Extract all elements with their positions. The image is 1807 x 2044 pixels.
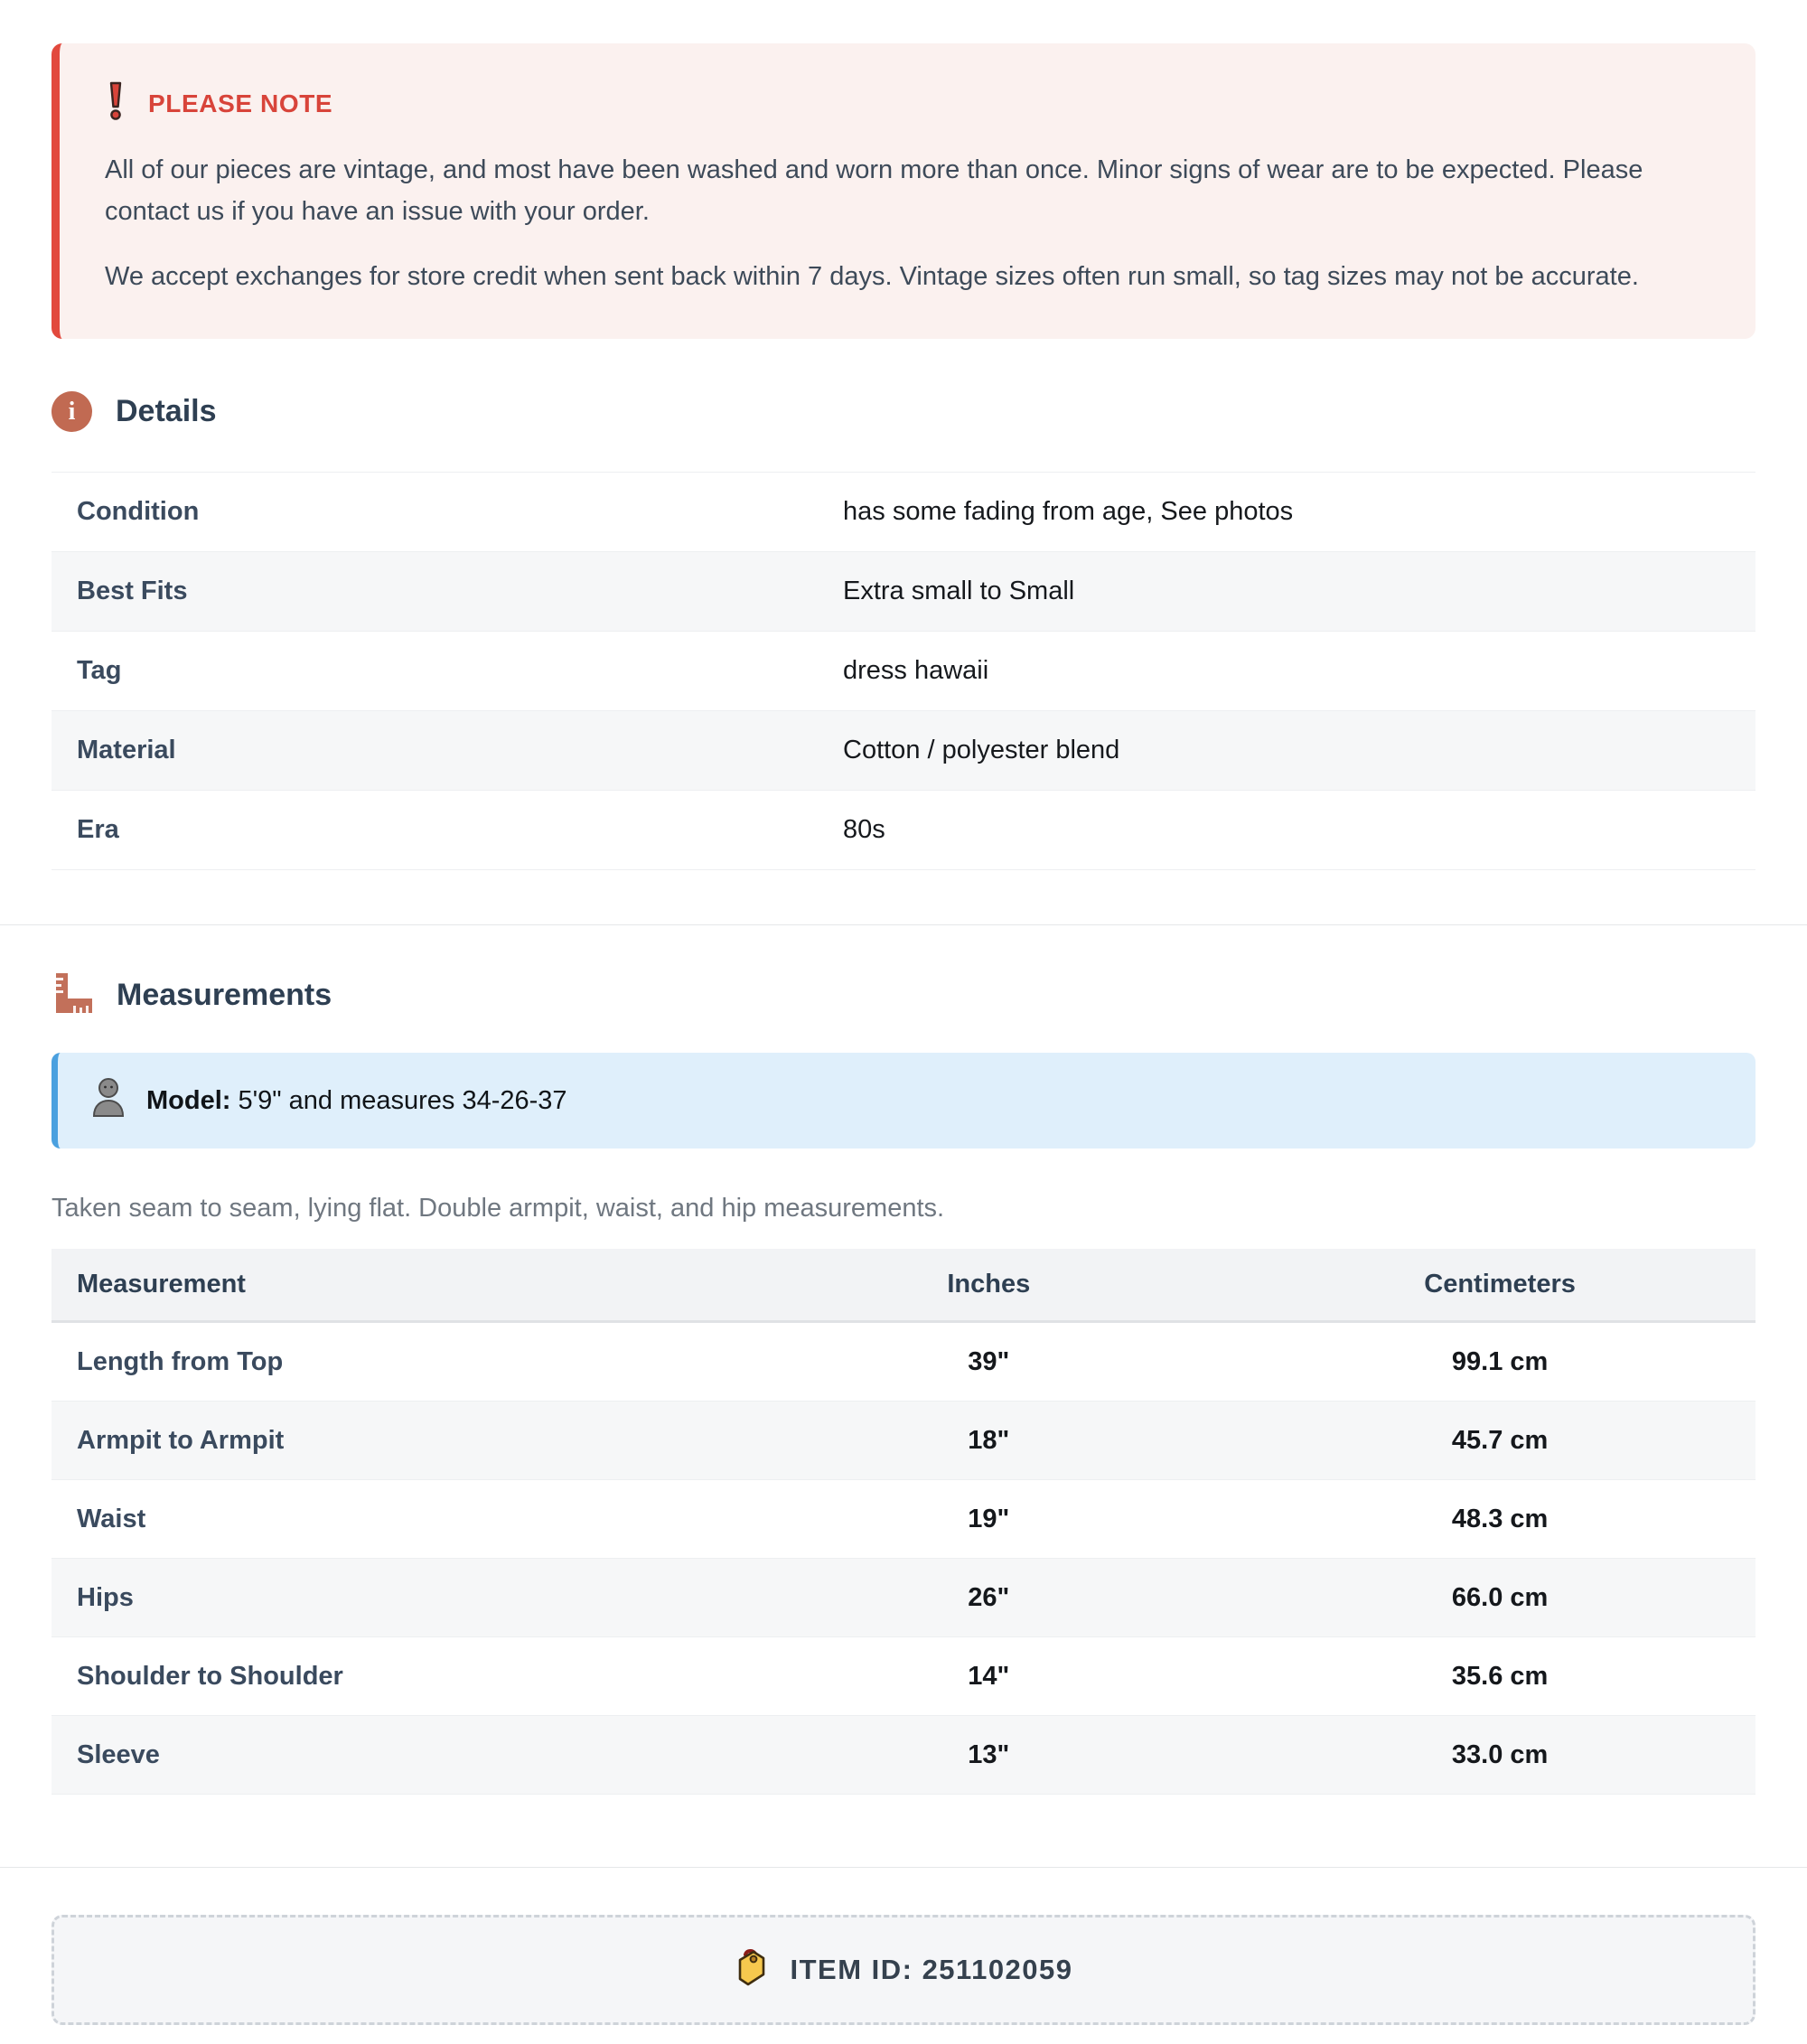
exclamation-icon — [105, 81, 126, 126]
tag-icon — [734, 1947, 772, 1993]
item-id-box — [51, 1915, 1756, 2025]
details-value: Cotton / polyester blend — [843, 736, 1120, 764]
details-row-tag — [51, 632, 1756, 711]
details-row-best-fits — [51, 552, 1756, 632]
measurements-section-header — [51, 972, 1756, 1018]
details-label: Best Fits — [77, 577, 188, 605]
alert-header — [105, 81, 1710, 126]
measurements-table — [51, 1249, 1756, 1795]
model-value: 5'9" and measures 34-26-37 — [238, 1085, 567, 1115]
measurement-cm: 66.0 cm — [1451, 1582, 1549, 1612]
details-row-material — [51, 711, 1756, 791]
details-label: Condition — [77, 497, 200, 526]
column-header-measurement: Measurement — [77, 1270, 246, 1299]
alert-paragraph-2: We accept exchanges for store credit when sent back within 7 days. Vintage sizes often run small, so tag sizes may not be accurate. — [105, 262, 1639, 291]
measurement-method-note: Taken seam to seam, lying flat. Double armpit, waist, and hip measurements. — [51, 1194, 945, 1223]
table-row-shoulder-to-shoulder — [51, 1637, 1756, 1716]
details-row-condition — [51, 473, 1756, 552]
ruler-icon — [51, 972, 93, 1018]
details-section-title: Details — [116, 394, 217, 428]
measurement-inches: 18" — [968, 1425, 1010, 1455]
section-divider — [0, 924, 1807, 925]
measurement-name: Hips — [77, 1582, 134, 1612]
model-info-banner — [51, 1053, 1756, 1149]
measurement-name: Armpit to Armpit — [77, 1425, 285, 1455]
item-id-text: ITEM ID: 251102059 — [790, 1954, 1073, 1985]
measurement-name: Waist — [77, 1504, 146, 1533]
measurement-name: Sleeve — [77, 1739, 160, 1769]
alert-paragraph-1: All of our pieces are vintage, and most have been washed and worn more than once. Minor signs of wear are to be expected. Please contact us if you have an issue with your order. — [105, 155, 1643, 226]
measurement-inches: 13" — [968, 1739, 1010, 1769]
details-label: Era — [77, 815, 119, 844]
table-row-armpit-to-armpit — [51, 1402, 1756, 1480]
measurement-name: Shoulder to Shoulder — [77, 1661, 343, 1691]
details-label: Material — [77, 736, 176, 764]
details-value: dress hawaii — [843, 656, 989, 685]
model-label: Model: — [146, 1085, 239, 1115]
measurements-section-title: Measurements — [117, 978, 332, 1012]
measurement-cm: 35.6 cm — [1451, 1661, 1549, 1691]
details-value: has some fading from age, See photos — [843, 497, 1294, 526]
measurement-inches: 14" — [968, 1661, 1010, 1691]
details-value: 80s — [843, 815, 885, 844]
details-section-header — [51, 391, 1756, 432]
column-header-inches: Inches — [947, 1270, 1031, 1299]
measurement-cm: 45.7 cm — [1451, 1425, 1549, 1455]
table-row-hips — [51, 1559, 1756, 1637]
measurement-cm: 99.1 cm — [1451, 1346, 1549, 1376]
column-header-centimeters: Centimeters — [1424, 1270, 1576, 1299]
details-value: Extra small to Small — [843, 577, 1075, 605]
table-row-length-from-top — [51, 1323, 1756, 1402]
details-row-era — [51, 791, 1756, 870]
measurement-cm: 48.3 cm — [1451, 1504, 1549, 1533]
measurements-table-header — [51, 1249, 1756, 1323]
table-row-sleeve — [51, 1716, 1756, 1795]
details-label: Tag — [77, 656, 122, 685]
section-divider — [0, 1867, 1807, 1868]
measurement-inches: 26" — [968, 1582, 1010, 1612]
person-icon — [90, 1077, 126, 1124]
measurements-table-body — [51, 1323, 1756, 1795]
measurement-inches: 39" — [968, 1346, 1010, 1376]
details-table — [51, 472, 1756, 870]
table-row-waist — [51, 1480, 1756, 1559]
measurement-inches: 19" — [968, 1504, 1010, 1533]
info-circle-icon: i — [51, 391, 92, 432]
please-note-alert — [51, 43, 1756, 339]
measurement-cm: 33.0 cm — [1451, 1739, 1549, 1769]
alert-title: PLEASE NOTE — [148, 89, 333, 117]
measurement-name: Length from Top — [77, 1346, 284, 1376]
model-text — [146, 1086, 567, 1116]
